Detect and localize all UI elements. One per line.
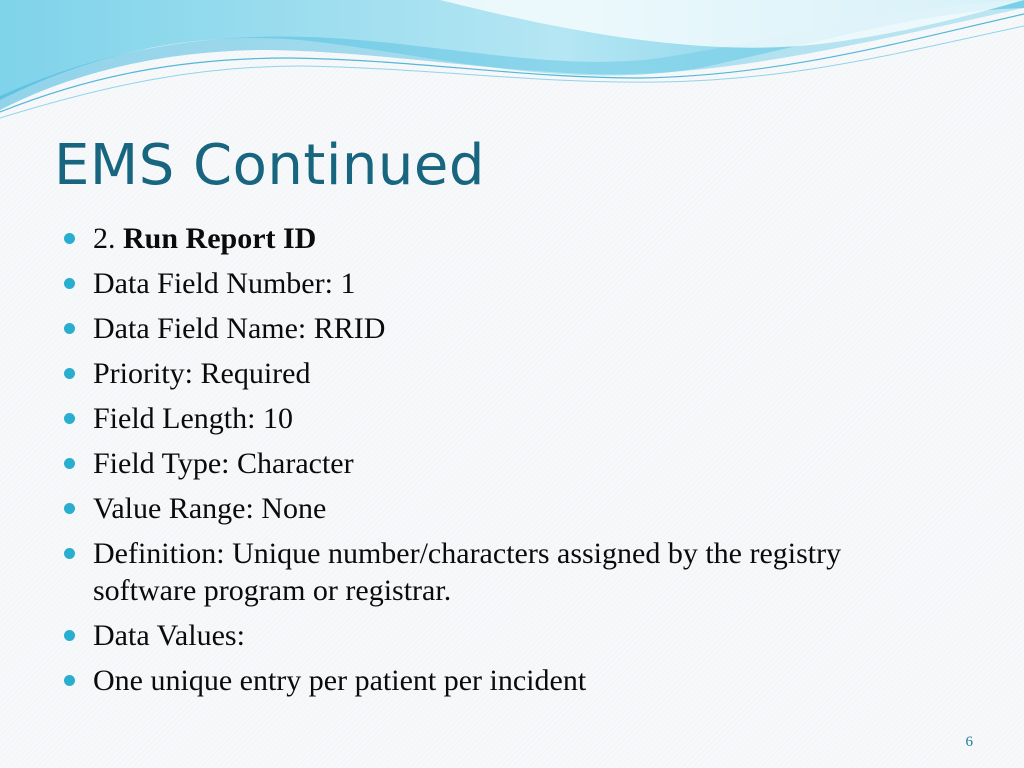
bullet-text: Priority: Required xyxy=(93,357,311,390)
bullet-bold-label: Run Report ID xyxy=(123,222,317,255)
bullet-text: Field Type: Character xyxy=(93,447,354,480)
bullet-dot-icon xyxy=(64,503,75,514)
bullet-dot-icon xyxy=(64,413,75,424)
header-wave-decoration xyxy=(0,0,1024,130)
bullet-dot-icon xyxy=(64,278,75,289)
bullet-text: Field Length: 10 xyxy=(93,402,293,435)
bullet-item-field-number xyxy=(62,265,942,302)
bullet-item-data-values xyxy=(62,617,942,654)
bullet-prefix: 2. xyxy=(93,222,123,255)
bullet-dot-icon xyxy=(64,458,75,469)
bullet-dot-icon xyxy=(64,323,75,334)
bullet-item-run-report-id xyxy=(62,220,942,257)
bullet-item-unique-entry xyxy=(62,662,942,699)
bullet-dot-icon xyxy=(64,368,75,379)
bullet-dot-icon xyxy=(64,675,75,686)
bullet-text: Value Range: None xyxy=(93,492,327,525)
bullet-text: One unique entry per patient per incident xyxy=(93,664,587,697)
bullet-item-field-type xyxy=(62,445,942,482)
bullet-text: Definition: Unique number/characters assigned by the registry software program or registrar. xyxy=(93,537,842,607)
bullet-item-priority xyxy=(62,355,942,392)
bullet-text: Data Field Number: 1 xyxy=(93,267,356,300)
bullet-dot-icon xyxy=(64,233,75,244)
bullet-item-field-length xyxy=(62,400,942,437)
bullet-text: Data Values: xyxy=(93,619,245,652)
slide-title: EMS Continued xyxy=(54,133,485,198)
bullet-item-field-name xyxy=(62,310,942,347)
bullet-item-definition xyxy=(62,535,942,609)
bullet-dot-icon xyxy=(64,548,75,559)
slide-page-number: 6 xyxy=(965,734,973,750)
bullet-dot-icon xyxy=(64,630,75,641)
bullet-item-value-range xyxy=(62,490,942,527)
bullet-list xyxy=(62,220,942,707)
bullet-text: Data Field Name: RRID xyxy=(93,312,386,345)
bullet-text xyxy=(93,222,316,255)
